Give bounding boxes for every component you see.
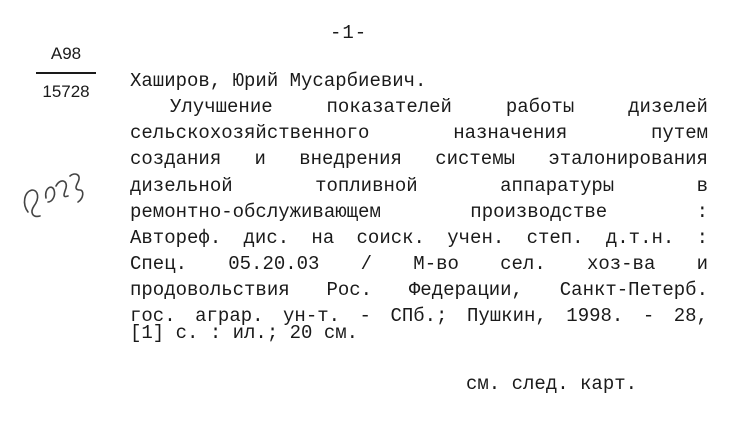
title-word: производстве <box>470 201 608 223</box>
shelf-divider <box>36 72 96 74</box>
title-word: : <box>696 201 708 223</box>
title-word: - <box>642 305 655 327</box>
title-word: М-во <box>413 253 459 275</box>
continuation-note: см. след. карт. <box>466 373 638 395</box>
title-word: дизельной <box>130 175 233 197</box>
title-word: Пушкин, <box>466 305 547 327</box>
title-line <box>130 226 708 250</box>
page-number: -1- <box>330 22 368 44</box>
shelf-mark <box>36 44 96 102</box>
title-word: Улучшение <box>170 96 273 118</box>
title-word: ун-т. <box>283 305 341 327</box>
title-word: внедрения <box>299 148 402 170</box>
title-word: : <box>696 227 708 249</box>
title-word: Санкт-Петерб. <box>559 279 708 301</box>
title-word: - <box>359 305 371 327</box>
title-word: системы <box>435 148 516 170</box>
title-word: хоз-ва <box>586 253 656 275</box>
title-word: топливной <box>315 175 418 197</box>
title-word: СПб.; <box>390 305 448 327</box>
title-word: в <box>696 175 708 197</box>
title-word: учен. <box>447 227 505 249</box>
title-word: 05.20.03 <box>228 253 320 275</box>
title-word: Автореф. <box>130 227 222 249</box>
title-word: степ. <box>526 227 584 249</box>
title-word: работы <box>505 96 575 118</box>
title-word: Федерации, <box>408 279 523 301</box>
shelf-code: A98 <box>50 44 82 63</box>
title-word: и <box>696 253 708 275</box>
title-word: сельскохозяйственного <box>130 122 370 144</box>
title-word: Спец. <box>130 253 188 275</box>
title-word: д.т.н. <box>605 227 675 249</box>
title-line <box>130 252 708 276</box>
title-word: дис. <box>243 227 290 249</box>
title-word: и <box>254 148 266 170</box>
title-line <box>130 121 708 145</box>
title-word: сел. <box>500 253 546 275</box>
title-word: создания <box>130 148 222 170</box>
title-word: / <box>360 253 373 275</box>
title-line <box>170 95 708 119</box>
title-line <box>130 147 708 171</box>
title-word: 28, <box>673 305 708 327</box>
handwritten-note-mark <box>18 168 98 228</box>
title-word: ремонтно-обслуживающем <box>130 201 381 223</box>
title-word: аграр. <box>195 305 264 327</box>
title-word: соиск. <box>356 227 425 249</box>
title-word: гос. <box>130 305 176 327</box>
title-word: путем <box>650 122 708 144</box>
title-word: продовольствия <box>130 279 290 301</box>
title-word: 1998. <box>566 305 624 327</box>
shelf-number: 15728 <box>42 82 90 101</box>
title-word: назначения <box>453 122 568 144</box>
title-line <box>130 174 708 198</box>
author-heading: Хаширов, Юрий Мусарбиевич. <box>130 70 427 92</box>
title-word: дизелей <box>628 96 708 118</box>
title-word: аппаратуры <box>500 175 615 197</box>
title-word: эталонирования <box>548 148 708 170</box>
title-line <box>130 200 708 224</box>
title-word: Рос. <box>326 279 373 301</box>
physical-description: [1] с. : ил.; 20 см. <box>130 322 359 344</box>
title-word: на <box>311 227 335 249</box>
title-word: показателей <box>326 96 452 118</box>
title-line <box>130 278 708 302</box>
